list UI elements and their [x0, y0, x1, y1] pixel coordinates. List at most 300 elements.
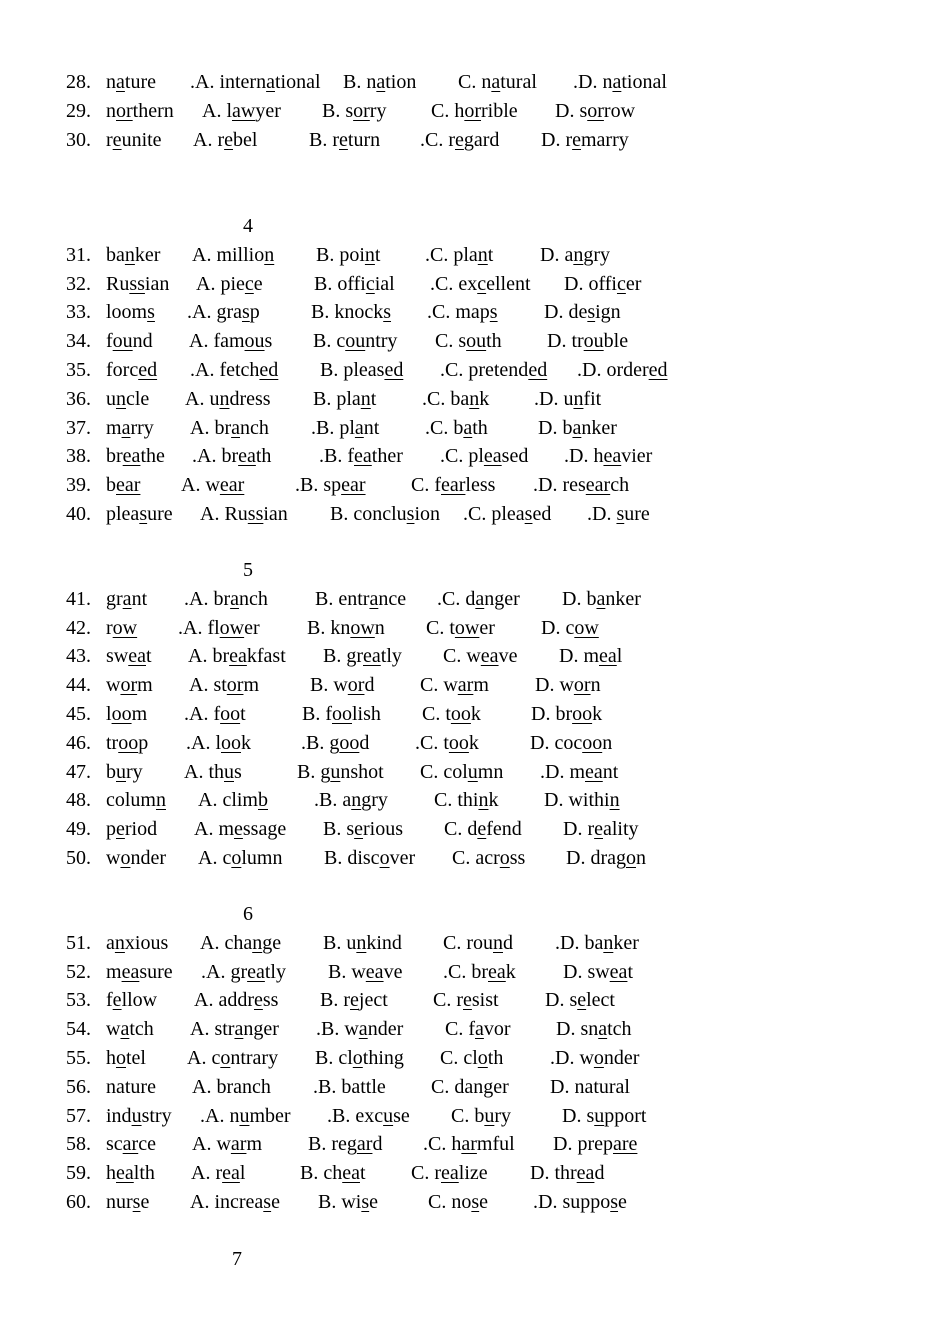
option-b: B. known — [307, 616, 385, 639]
question-row — [0, 97, 900, 126]
option-b: B. unkind — [323, 931, 402, 954]
question-row — [0, 929, 900, 958]
underlined-letters: u — [224, 760, 234, 783]
option-c: C. nose — [428, 1191, 489, 1213]
underlined-letters: oo — [221, 731, 241, 754]
option-b: B. cheat — [300, 1162, 366, 1185]
question-number: 46. — [66, 731, 91, 754]
underlined-letters: oo — [582, 731, 603, 754]
underlined-letters: ow — [350, 616, 375, 639]
underlined-letters: ear — [441, 474, 466, 497]
underlined-letters: s — [383, 301, 392, 324]
option-a: .A. branch — [184, 587, 268, 610]
underlined-letters: n — [351, 789, 362, 812]
option-d: D. thread — [530, 1162, 605, 1185]
underlined-letters: ss — [247, 503, 264, 525]
underlined-letters: ed — [384, 359, 404, 381]
underlined-letters: e — [463, 989, 472, 1012]
question-number: 33. — [66, 301, 91, 324]
underlined-letters: ea — [585, 760, 603, 783]
option-c: C. warm — [420, 674, 489, 697]
option-d: D. remarry — [541, 128, 629, 151]
underlined-letters: s — [132, 1191, 141, 1213]
option-a: A. Russian — [200, 503, 288, 525]
underlined-letters: ow — [219, 616, 245, 639]
option-c: C. took — [422, 703, 481, 725]
option-a: .A. look — [186, 731, 251, 754]
underlined-letters: u — [383, 1104, 394, 1127]
key-word: hotel — [106, 1047, 146, 1069]
option-b: B. conclusion — [330, 503, 441, 525]
underlined-letters: e — [224, 128, 233, 151]
question-number: 52. — [66, 960, 91, 983]
underlined-letters: ea — [222, 1162, 240, 1185]
key-word: anxious — [106, 931, 169, 954]
section-heading: 4 — [243, 215, 253, 237]
underlined-letters: oo — [118, 731, 139, 754]
underlined-letters: e — [253, 989, 263, 1012]
question-number: 60. — [66, 1191, 91, 1213]
option-a: .A. flower — [178, 616, 260, 639]
option-d: D. brook — [531, 703, 603, 725]
underlined-letters: e — [350, 989, 359, 1012]
question-row — [0, 729, 900, 758]
underlined-letters: n — [356, 931, 367, 954]
option-c: C. across — [452, 847, 526, 869]
option-d: D. trouble — [547, 330, 629, 353]
option-d: D. officer — [564, 272, 642, 295]
option-c: .C. regard — [420, 128, 500, 151]
option-c: .C. harmful — [423, 1133, 515, 1156]
underlined-letters: ed — [259, 359, 279, 381]
underlined-letters: ea — [229, 645, 247, 668]
underlined-letters: s — [524, 503, 533, 525]
key-word: period — [106, 818, 158, 841]
option-a: A. famous — [189, 330, 273, 353]
option-c: .C. break — [443, 960, 516, 983]
underlined-letters: aw — [232, 99, 256, 122]
underlined-letters: n — [469, 387, 480, 410]
option-b: .B. angry — [314, 789, 388, 812]
question-number: 37. — [66, 416, 91, 439]
underlined-letters: a — [358, 1018, 368, 1041]
underlined-letters: ou — [345, 330, 366, 353]
underlined-letters: oo — [111, 703, 132, 725]
underlined-letters: ea — [354, 445, 372, 468]
key-word: fellow — [106, 989, 158, 1012]
question-row — [0, 500, 900, 529]
underlined-letters: ss — [129, 272, 145, 295]
option-b: B. official — [314, 272, 395, 295]
option-b: .B. spear — [295, 474, 366, 497]
option-b: B. greatly — [323, 645, 402, 668]
underlined-letters: ea — [599, 645, 617, 668]
key-word: column — [106, 789, 166, 812]
underlined-letters: e — [477, 818, 487, 841]
underlined-letters: ar — [461, 1133, 477, 1156]
option-a: A. piece — [196, 272, 263, 295]
option-d: .D. heavier — [564, 445, 653, 468]
option-d: D. support — [562, 1104, 647, 1127]
key-word: found — [106, 330, 153, 353]
option-d: .D. meant — [540, 760, 619, 783]
option-a: A. wear — [181, 474, 245, 497]
underlined-letters: b — [258, 789, 268, 812]
option-c: C. round — [443, 931, 513, 954]
option-a: A. warm — [192, 1133, 262, 1156]
question-row — [0, 585, 900, 614]
option-b: .B. good — [301, 731, 370, 754]
question-row — [0, 1073, 900, 1102]
key-word: bear — [106, 474, 141, 497]
underlined-letters: or — [573, 674, 591, 697]
option-d: D. dragon — [566, 847, 646, 869]
underlined-letters: ow — [574, 616, 599, 639]
option-d: D. cow — [541, 616, 599, 639]
question-number: 50. — [66, 847, 91, 869]
option-d: .D. ordered — [577, 359, 668, 381]
option-d: D. reality — [563, 818, 639, 841]
option-a: A. message — [194, 818, 287, 841]
key-word: Russian — [106, 272, 170, 295]
question-row — [0, 786, 900, 815]
question-number: 42. — [66, 616, 91, 639]
option-b: B. knocks — [311, 301, 392, 324]
underlined-letters: o — [625, 847, 636, 869]
underlined-letters: n — [219, 387, 230, 410]
underlined-letters: u — [594, 1104, 605, 1127]
underlined-letters: or — [116, 99, 133, 122]
option-d: D. banker — [538, 416, 617, 439]
question-row — [0, 270, 900, 299]
key-word: worm — [106, 674, 153, 697]
option-c: C. weave — [443, 645, 518, 668]
option-a: A. thus — [184, 760, 242, 783]
option-a: .A. fetched — [190, 359, 279, 381]
key-word: loom — [106, 703, 148, 725]
underlined-letters: or — [120, 674, 138, 697]
underlined-letters: ea — [576, 1162, 595, 1185]
underlined-letters: a — [121, 416, 131, 439]
option-c: C. favor — [445, 1018, 511, 1041]
option-c: .C. maps — [427, 301, 498, 324]
underlined-letters: a — [120, 1018, 130, 1041]
underlined-letters: e — [112, 128, 122, 151]
underlined-letters: s — [406, 503, 415, 525]
option-d: D. select — [545, 989, 615, 1012]
option-d: D. design — [544, 301, 621, 324]
option-b: B. reject — [320, 989, 388, 1012]
option-a: .A. grasp — [187, 301, 260, 324]
underlined-letters: a — [612, 71, 622, 93]
underlined-letters: a — [354, 416, 364, 439]
underlined-letters: o — [499, 847, 510, 869]
underlined-letters: u — [330, 760, 341, 783]
underlined-letters: o — [477, 1047, 488, 1069]
underlined-letters: or — [353, 99, 370, 122]
question-row — [0, 815, 900, 844]
option-a: .A. international — [190, 71, 321, 93]
option-c: .C. pleased — [440, 445, 529, 468]
option-d: D. sorrow — [555, 99, 636, 122]
option-b: B. return — [309, 128, 381, 151]
option-b: .B. battle — [313, 1075, 386, 1098]
question-row — [0, 671, 900, 700]
underlined-letters: c — [477, 272, 487, 295]
option-c: .C. took — [415, 731, 479, 754]
question-number: 38. — [66, 445, 91, 468]
question-row — [0, 126, 900, 155]
underlined-letters: a — [598, 1018, 608, 1041]
option-a: A. change — [200, 931, 282, 954]
option-a: A. branch — [192, 1075, 271, 1098]
option-b: B. pleased — [320, 359, 404, 381]
question-number: 29. — [66, 99, 91, 122]
underlined-letters: o — [593, 1047, 604, 1069]
underlined-letters: ar — [122, 1133, 139, 1156]
question-number: 59. — [66, 1162, 91, 1185]
question-row — [0, 614, 900, 643]
question-number: 34. — [66, 330, 91, 353]
question-number: 58. — [66, 1133, 91, 1156]
question-row — [0, 1044, 900, 1073]
underlined-letters: u — [116, 760, 126, 783]
option-c: .C. pleased — [463, 503, 552, 525]
option-d: D. prepare — [553, 1133, 638, 1156]
option-b: B. point — [316, 243, 381, 266]
option-d: .D. wonder — [550, 1047, 640, 1069]
section-heading: 5 — [243, 559, 253, 581]
underlined-letters: ea — [121, 960, 140, 983]
key-word: pleasure — [106, 503, 173, 525]
option-d: D. snatch — [556, 1018, 632, 1041]
underlined-letters: ea — [365, 960, 384, 983]
underlined-letters: n — [364, 243, 375, 266]
key-word: measure — [106, 960, 173, 983]
option-c: C. tower — [426, 616, 495, 639]
question-row — [0, 68, 900, 97]
underlined-letters: e — [112, 989, 122, 1012]
section-heading: 6 — [243, 903, 253, 925]
underlined-letters: ea — [342, 1162, 360, 1185]
option-b: B. plant — [313, 387, 377, 410]
option-a: A. rebel — [193, 128, 258, 151]
underlined-letters: s — [489, 301, 498, 324]
option-d: D. sweat — [563, 960, 633, 983]
underlined-letters: are — [612, 1133, 638, 1156]
underlined-letters: s — [241, 301, 250, 324]
underlined-letters: ea — [238, 445, 256, 468]
option-a: A. real — [191, 1162, 246, 1185]
question-row — [0, 471, 900, 500]
option-c: C. realize — [411, 1162, 488, 1185]
underlined-letters: ea — [488, 960, 506, 983]
underlined-letters: oo — [448, 731, 469, 754]
key-word: nature — [106, 71, 156, 93]
option-c: C. cloth — [440, 1047, 504, 1069]
underlined-letters: ou — [112, 330, 133, 353]
underlined-letters: n — [116, 387, 126, 410]
option-b: .B. wander — [316, 1018, 404, 1041]
key-word: watch — [106, 1018, 154, 1041]
underlined-letters: n — [493, 931, 503, 954]
underlined-letters: a — [463, 416, 473, 439]
key-word: uncle — [106, 387, 150, 410]
underlined-letters: ea — [116, 1162, 134, 1185]
key-word: banker — [106, 243, 161, 266]
option-b: B. foolish — [302, 703, 381, 725]
question-row — [0, 642, 900, 671]
option-a: A. breakfast — [188, 645, 286, 668]
key-word: troop — [106, 731, 149, 754]
underlined-letters: ou — [466, 330, 487, 353]
underlined-letters: oo — [339, 731, 360, 754]
underlined-letters: a — [266, 71, 275, 93]
option-b: .B. feather — [319, 445, 403, 468]
option-d: .D. suppose — [533, 1191, 627, 1213]
option-a: .A. breath — [192, 445, 272, 468]
option-b: B. regard — [308, 1133, 383, 1156]
question-number: 55. — [66, 1047, 91, 1069]
underlined-letters: ou — [244, 330, 265, 353]
option-d: D. natural — [550, 1075, 630, 1098]
underlined-letters: e — [116, 818, 125, 841]
underlined-letters: o — [231, 847, 242, 869]
key-word: scarce — [106, 1133, 156, 1156]
option-a: A. undress — [185, 387, 271, 410]
underlined-letters: ow — [112, 616, 138, 639]
question-number: 31. — [66, 243, 91, 266]
underlined-letters: ed — [138, 359, 158, 381]
underlined-letters: a — [122, 587, 132, 610]
question-row — [0, 241, 900, 270]
underlined-letters: e — [339, 128, 348, 151]
underlined-letters: n — [573, 243, 584, 266]
option-c: C. defend — [444, 818, 522, 841]
underlined-letters: e — [594, 818, 603, 841]
underlined-letters: ea — [247, 960, 265, 983]
option-d: .D. banker — [555, 931, 639, 954]
option-a: A. branch — [190, 416, 269, 439]
question-row — [0, 986, 900, 1015]
underlined-letters: a — [230, 587, 239, 610]
option-d: D. cocoon — [530, 731, 613, 754]
underlined-letters: a — [376, 71, 386, 93]
underlined-letters: oo — [450, 703, 471, 725]
underlined-letters: a — [572, 416, 582, 439]
option-b: B. serious — [323, 818, 404, 841]
option-d: .D. sure — [587, 503, 650, 525]
underlined-letters: e — [354, 818, 364, 841]
question-number: 47. — [66, 760, 91, 783]
underlined-letters: o — [352, 1047, 363, 1069]
underlined-letters: ea — [363, 645, 381, 668]
question-number: 44. — [66, 674, 91, 697]
option-c: C. fearless — [411, 474, 496, 497]
underlined-letters: oo — [572, 703, 593, 725]
option-b: B. sorry — [322, 99, 387, 122]
option-b: B. country — [313, 330, 398, 353]
key-word: marry — [106, 416, 154, 439]
underlined-letters: s — [139, 503, 148, 525]
question-number: 48. — [66, 789, 91, 812]
question-number: 41. — [66, 587, 91, 610]
question-number: 39. — [66, 474, 91, 497]
question-row — [0, 385, 900, 414]
underlined-letters: ear — [219, 474, 245, 497]
underlined-letters: n — [264, 243, 275, 266]
option-d: D. banker — [562, 587, 641, 610]
question-row — [0, 1102, 900, 1131]
underlined-letters: ea — [603, 445, 622, 468]
question-number: 57. — [66, 1104, 91, 1127]
option-a: A. climb — [198, 789, 268, 812]
underlined-letters: a — [491, 71, 501, 93]
question-row — [0, 700, 900, 729]
underlined-letters: n — [252, 931, 263, 954]
underlined-letters: a — [475, 587, 485, 610]
underlined-letters: o — [120, 847, 131, 869]
underlined-letters: ou — [583, 330, 604, 353]
underlined-letters: s — [471, 1191, 480, 1213]
underlined-letters: ear — [341, 474, 366, 497]
question-number: 36. — [66, 387, 91, 410]
underlined-letters: o — [379, 847, 390, 869]
underlined-letters: oo — [220, 703, 241, 725]
underlined-letters: n — [478, 789, 489, 812]
option-a: A. contrary — [187, 1047, 279, 1069]
question-number: 51. — [66, 931, 91, 954]
underlined-letters: n — [609, 789, 620, 812]
key-word: grant — [106, 587, 148, 610]
underlined-letters: n — [573, 387, 584, 410]
underlined-letters: n — [156, 789, 166, 812]
underlined-letters: ed — [528, 359, 548, 381]
option-c: .C. plant — [425, 243, 494, 266]
question-row — [0, 1130, 900, 1159]
underlined-letters: ea — [441, 1162, 459, 1185]
underlined-letters: or — [464, 99, 482, 122]
question-number: 53. — [66, 989, 91, 1012]
question-number: 32. — [66, 272, 91, 295]
underlined-letters: ear — [116, 474, 141, 497]
key-word: nurse — [106, 1191, 150, 1213]
underlined-letters: or — [587, 99, 604, 122]
question-row — [0, 958, 900, 987]
underlined-letters: o — [116, 1047, 126, 1069]
option-d: .D. research — [533, 474, 630, 497]
option-c: .C. bath — [425, 416, 488, 439]
underlined-letters: ow — [454, 616, 480, 639]
option-c: C. south — [435, 330, 502, 353]
underlined-letters: ea — [480, 645, 499, 668]
option-c: .C. excellent — [430, 272, 531, 295]
question-row — [0, 356, 900, 385]
underlined-letters: e — [577, 989, 587, 1012]
key-word: northern — [106, 99, 174, 122]
option-a: A. column — [198, 847, 283, 869]
underlined-letters: s — [587, 301, 596, 324]
underlined-letters: a — [231, 416, 240, 439]
underlined-letters: u — [239, 1104, 250, 1127]
option-c: .C. pretended — [440, 359, 548, 381]
option-d: .D. national — [573, 71, 667, 93]
option-c: C. horrible — [431, 99, 518, 122]
question-number: 56. — [66, 1075, 91, 1098]
underlined-letters: s — [361, 1191, 370, 1213]
underlined-letters: a — [234, 1018, 244, 1041]
question-number: 54. — [66, 1018, 91, 1041]
